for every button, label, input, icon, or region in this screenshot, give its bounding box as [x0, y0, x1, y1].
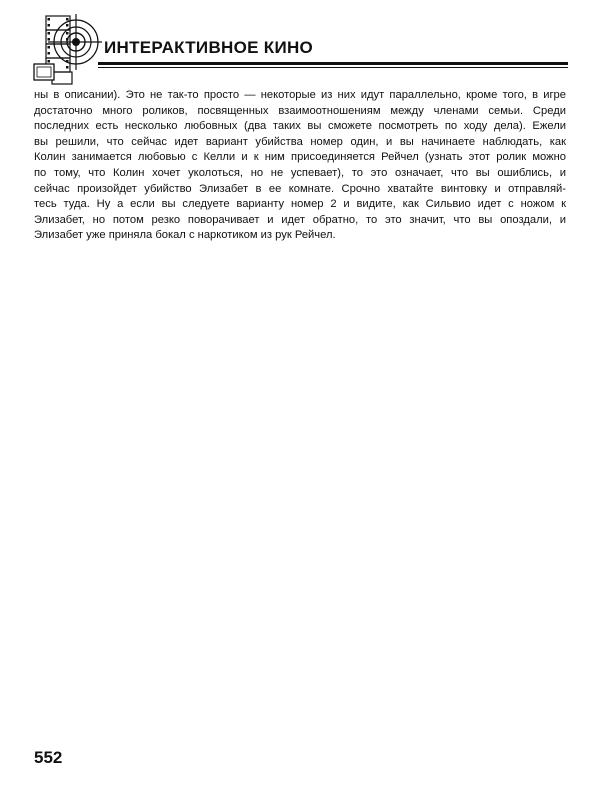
text-line: сейчас произойдет убийство Элизабет в ее комнате. Срочно хватайте винтовку и отправляй- [34, 182, 566, 195]
body-paragraph [34, 88, 566, 244]
section-title: ИНТЕРАКТИВНОЕ КИНО [104, 38, 314, 57]
header-rule-thick [98, 62, 568, 65]
header-rule-thin [98, 67, 568, 68]
text-line: последних есть несколько любовных (два таких вы сможете посмотреть по ходу дела). Ежели [34, 120, 566, 133]
text-line: вы решили, что сейчас идет вариант убийства номер один, и вы начинаете наблюдать, как [34, 135, 566, 148]
text-line: Колин занимается любовью с Келли и к ним присоединяется Рейчел (узнать этот ролик можно [34, 151, 566, 164]
text-line: ны в описании). Это не так-то просто — некоторые из них идут параллельно, кроме того, в игре [34, 89, 566, 101]
text-line: достаточно много роликов, посвященных взаимоотношениям между членами семьи. Среди [34, 104, 566, 117]
text-line: по тому, что Колин хочет уколоться, но не успевает), то это означает, что вы ошиблись, и [34, 166, 566, 179]
page-header [0, 0, 600, 90]
film-target-crosshair-icon [32, 14, 102, 86]
page-number: 552 [34, 748, 63, 767]
text-line: Элизабет, но потом резко поворачивает и идет обратно, то это значит, что вы опоздали, и [34, 213, 566, 226]
text-line: Элизабет уже приняла бокал с наркотиком из рук Рейчел. [34, 229, 336, 242]
text-line: тесь туда. Ну а если вы следуете варианту номер 2 и видите, как Сильвио идет с ножом к [34, 198, 566, 211]
